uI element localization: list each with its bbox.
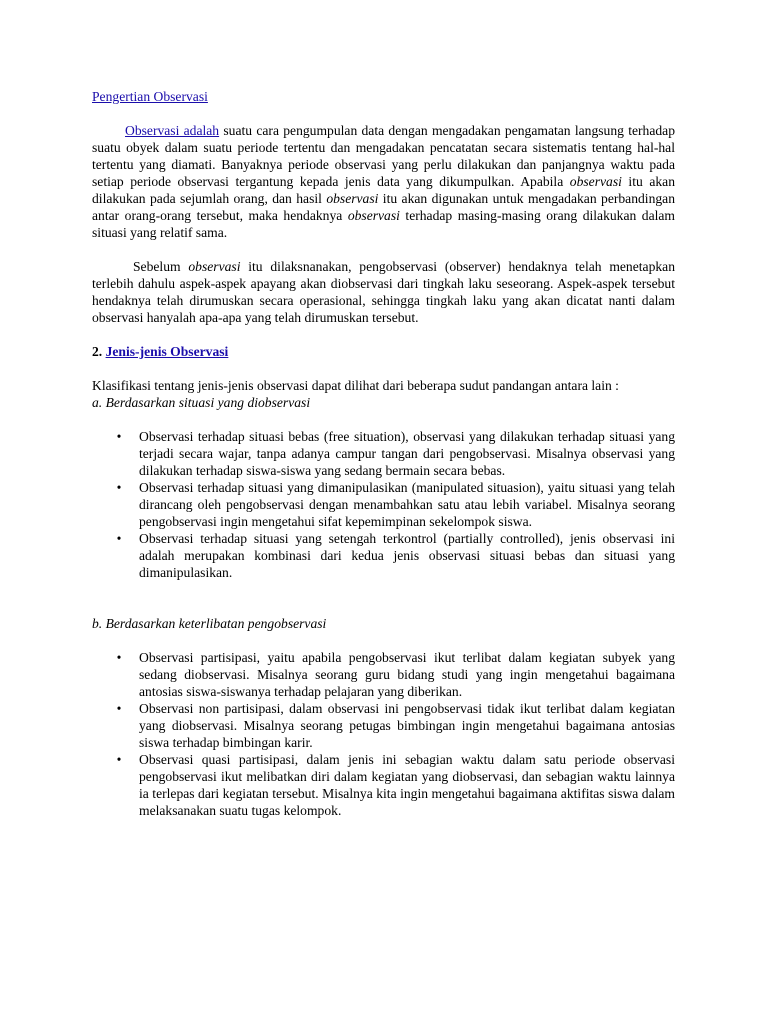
paragraph-definition [92, 122, 675, 241]
paragraph-text: itu akan dilakukan pada sejumlah orang, dan hasil [92, 174, 675, 206]
subheading-b: b. Berdasarkan keterlibatan pengobservasi [92, 616, 327, 631]
paragraph-text: itu akan digunakan untuk mengadakan perbandingan antar orang-orang tersebut, maka hendaknya [92, 191, 676, 223]
section-title [92, 88, 675, 105]
list-item [92, 751, 675, 819]
bullet-icon: • [116, 531, 122, 546]
bullet-icon: • [116, 429, 122, 444]
list-item [92, 649, 675, 700]
list-item-text: Observasi non partisipasi, dalam observasi ini pengobservasi tidak ikut terlibat dalam kegiatan yang diobservasi. Misalnya seorang petugas bimbingan ingin mengetahui bagaimana antosias siswa terhadap bimbingan karir. [139, 701, 675, 750]
list-item-text: Observasi partisipasi, yaitu apabila pengobservasi ikut terlibat dalam kegiatan subyek yang sedang diobservasi. Misalnya seorang guru bidang studi yang ingin mengetahui bagaimana antosias siswa-siswanya terhadap pelajaran yang diberikan. [139, 650, 675, 699]
spacer [92, 632, 675, 649]
section-number: 2. [92, 344, 106, 359]
paragraph-text: itu dilaksnanakan, pengobservasi (observer) hendaknya telah menetapkan terlebih dahulu aspek-aspek apayang akan diobservasi dari tingkah laku seseorang. Aspek-aspek tersebut hendaknya telah dirumuskan secara operasional, sehingga tingkah laku yang akan dicatat nanti dalam observasi hanyalah apa-apa yang telah dirumuskan tersebut. [92, 259, 675, 325]
classification-intro: Klasifikasi tentang jenis-jenis observasi dapat dilihat dari beberapa sudut pandangan antara lain : [92, 378, 619, 393]
paragraph-text: Sebelum [133, 259, 189, 274]
section-heading-jenis [92, 343, 675, 360]
list-item [92, 530, 675, 581]
italic-term: observasi [569, 174, 622, 189]
bullet-icon: • [116, 701, 122, 716]
bullet-icon: • [116, 650, 122, 665]
paragraph-before-observation [92, 258, 675, 326]
document-page [92, 88, 675, 819]
list-situation-types [92, 428, 675, 581]
list-item-text: Observasi terhadap situasi yang dimanipulasikan (manipulated situasion), yaitu situasi yang telah dirancang oleh pengobservasi dengan menambahkan satu atau lebih variabel. Misalnya seorang pengobservasi ingin mengetahui sifat kepemimpinan sekelompok siswa. [139, 480, 675, 529]
spacer [92, 581, 675, 598]
spacer [92, 598, 675, 615]
paragraph-text: terhadap masing-masing orang dilakukan dalam situasi yang relatif sama. [92, 208, 676, 240]
paragraph-text: suatu cara pengumpulan data dengan mengadakan pengamatan langsung terhadap suatu obyek dalam suatu periode tertentu dan mengadakan pencatatan secara sistematis tentang hal-hal tertentu yang diamati. Banyaknya periode observasi yang perlu dilakukan dan panjangnya waktu pada setiap periode observasi tergantung kepada jenis data yang dikumpulkan. Apabila [92, 123, 675, 189]
list-item [92, 700, 675, 751]
spacer [92, 326, 675, 343]
list-item [92, 428, 675, 479]
observasi-adalah-link[interactable]: Observasi adalah [125, 123, 220, 138]
list-item [92, 479, 675, 530]
bullet-icon: • [116, 480, 122, 495]
italic-term: observasi [188, 259, 241, 274]
spacer [92, 411, 675, 428]
italic-term: observasi [326, 191, 379, 206]
jenis-jenis-observasi-link[interactable]: Jenis-jenis Observasi [105, 344, 229, 359]
subheading-a: a. Berdasarkan situasi yang diobservasi [92, 395, 311, 410]
bullet-icon: • [116, 752, 122, 767]
pengertian-observasi-link[interactable]: Pengertian Observasi [92, 89, 208, 104]
spacer [92, 241, 675, 258]
list-involvement-types [92, 649, 675, 819]
spacer [92, 360, 675, 377]
list-item-text: Observasi terhadap situasi bebas (free situation), observasi yang dilakukan terhadap situasi yang terjadi secara wajar, tanpa adanya campur tangan dari pengobservasi. Misalnya observasi yang dilakukan terhadap siswa-siswa yang sedang bermain secara bebas. [139, 429, 675, 478]
list-item-text: Observasi quasi partisipasi, dalam jenis ini sebagian waktu dalam satu periode observasi pengobservasi ikut melibatkan diri dalam kegiatan yang diobservasi, dan sebagian waktu lainnya ia terlepas dari kegiatan tersebut. Misalnya kita ingin mengetahui bagaimana aktifitas siswa dalam melaksanakan suatu tugas kelompok. [139, 752, 675, 818]
list-item-text: Observasi terhadap situasi yang setengah terkontrol (partially controlled), jenis observasi ini adalah merupakan kombinasi dari kedua jenis observasi situasi bebas dan situasi yang dimanipulasikan. [139, 531, 675, 580]
italic-term: observasi [347, 208, 400, 223]
